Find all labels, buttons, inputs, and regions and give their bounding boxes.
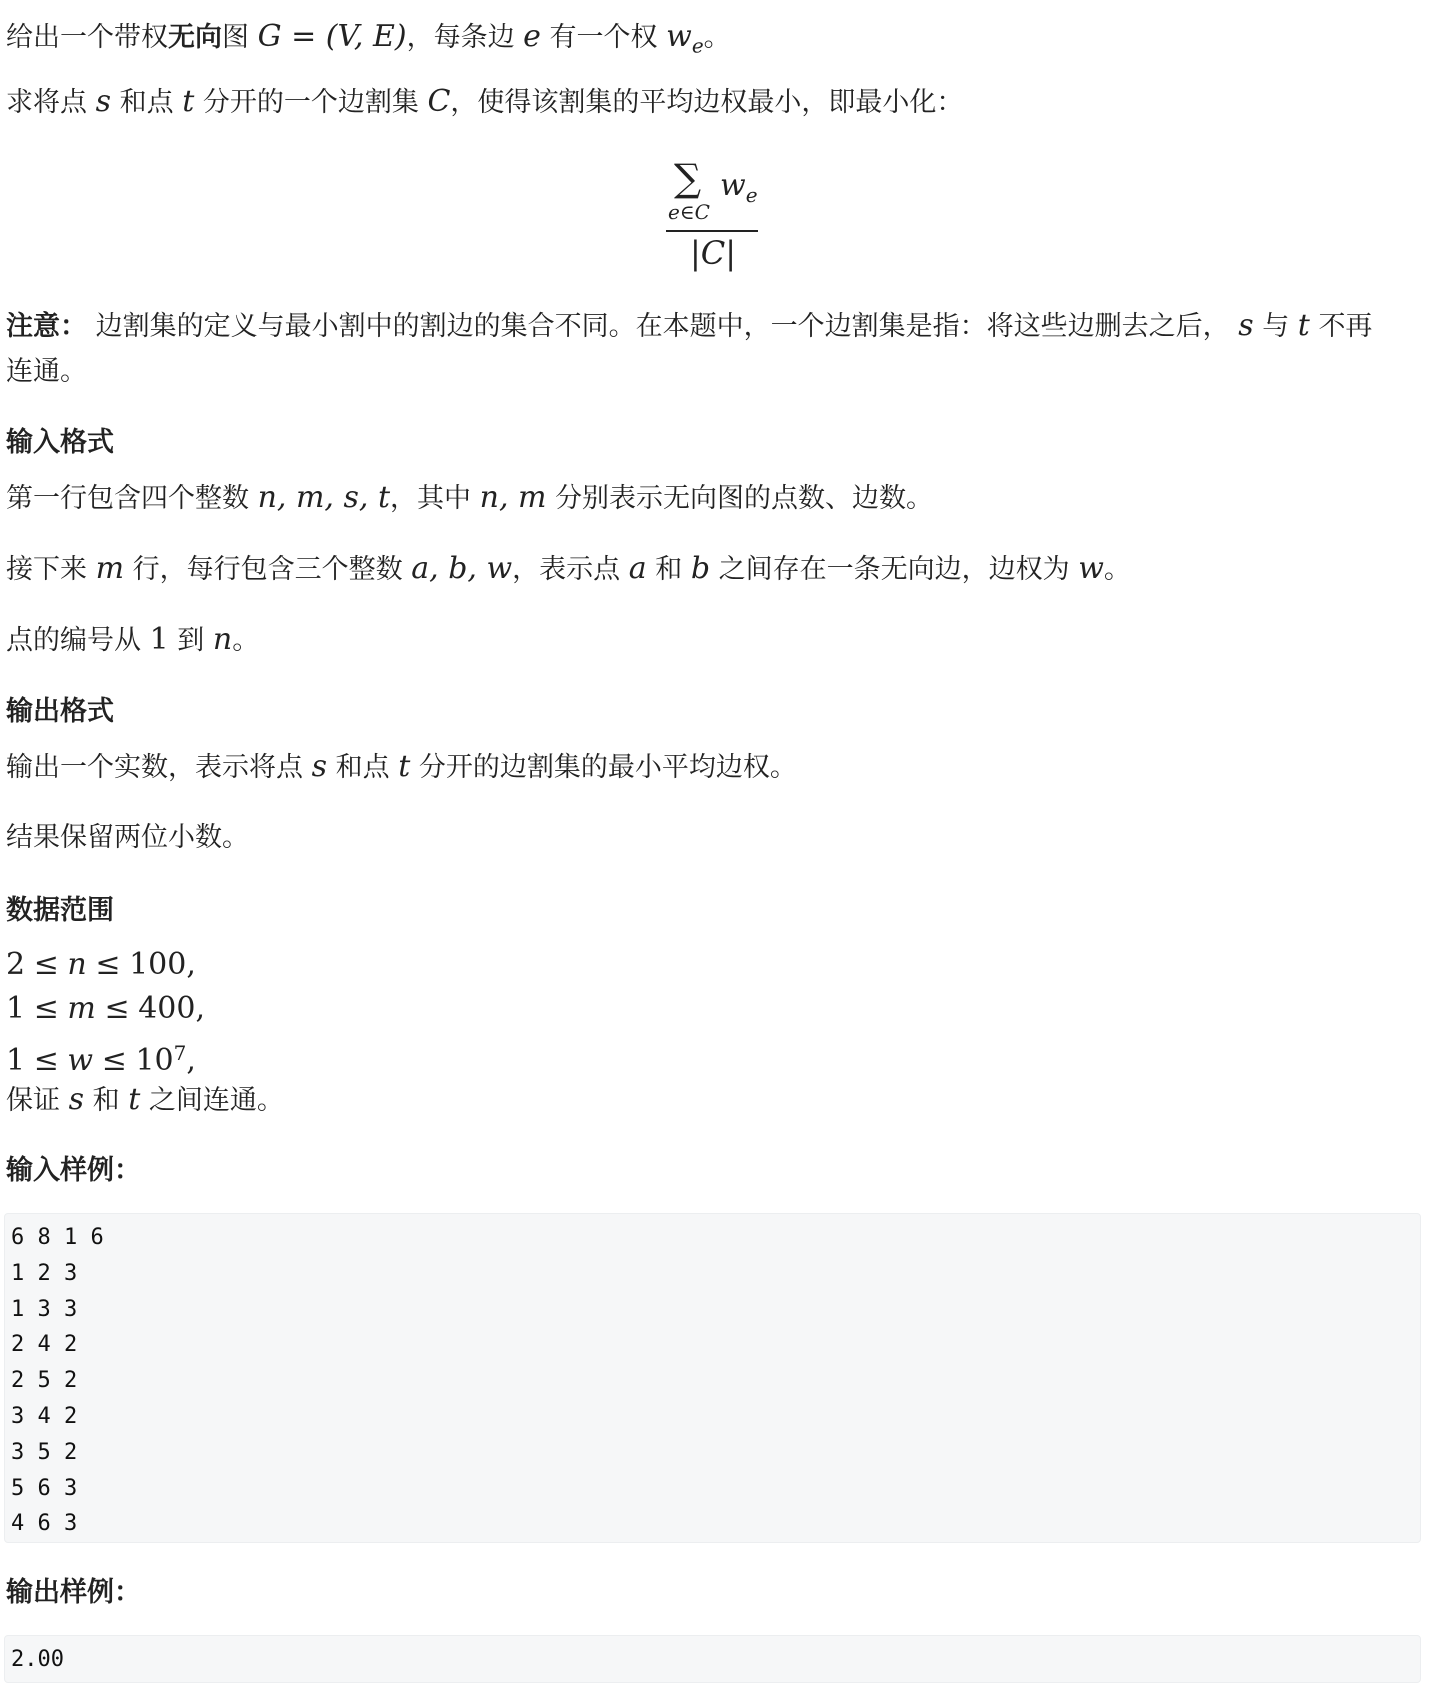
input-text: ，表示点 xyxy=(512,554,621,585)
graph-math: G = (V, E) xyxy=(257,19,407,54)
input-text: 到 xyxy=(177,625,205,656)
intro-text: 有一个权 xyxy=(549,22,658,53)
constraint-upper: 400 xyxy=(138,991,196,1026)
input-text: 分别表示无向图的点数、边数。 xyxy=(555,483,934,514)
intro-text: 给出一个带权 xyxy=(6,22,168,53)
a-var: a xyxy=(628,551,647,586)
edge-var: e xyxy=(523,19,541,54)
sample-input-heading: 输入样例： xyxy=(6,1155,141,1186)
constraint-n xyxy=(6,943,1426,988)
code-line: 3 5 2 xyxy=(11,1439,78,1465)
constraint-var: m xyxy=(67,991,96,1026)
m-var: m xyxy=(95,551,125,586)
intro-text: 。 xyxy=(703,22,731,53)
intro-text: ，每条边 xyxy=(406,22,515,53)
sample-output-code xyxy=(4,1635,1421,1683)
average-weight-formula xyxy=(660,158,760,278)
weight-var: w xyxy=(666,19,692,54)
formula-w-subscript: e xyxy=(745,183,758,207)
input-text: 之间存在一条无向边，边权为 xyxy=(718,554,1070,585)
fraction-bar xyxy=(666,230,758,232)
constraint-var: w xyxy=(67,1043,94,1078)
intro-paragraph-1 xyxy=(6,14,1426,68)
code-line: 6 8 1 6 xyxy=(11,1225,104,1250)
code-line: 2 4 2 xyxy=(11,1332,78,1358)
s-var: s xyxy=(68,1082,84,1117)
sum-symbol: ∑ xyxy=(674,156,702,200)
input-format-line-3 xyxy=(6,617,1426,664)
code-line: 1 2 3 xyxy=(11,1260,78,1286)
t-var: t xyxy=(128,1082,141,1117)
input-format-line-1 xyxy=(6,475,1426,522)
one-number: 1 xyxy=(149,622,169,657)
t-var: t xyxy=(182,84,195,119)
constraints-heading: 数据范围 xyxy=(6,895,114,926)
input-text: 。 xyxy=(1103,554,1131,585)
note-text: 边割集的定义与最小割中的割边的集合不同。在本题中，一个边割集是指：将这些边删去之后， xyxy=(87,311,1230,342)
s-var: s xyxy=(95,84,111,119)
input-text: 和 xyxy=(655,554,683,585)
note-line-1 xyxy=(6,303,1426,350)
constraint-guarantee xyxy=(6,1077,1426,1124)
formula-numerator xyxy=(720,168,758,207)
intro-text: 图 xyxy=(222,22,249,53)
constraint-m xyxy=(6,987,1426,1032)
le-symbol: ≤ xyxy=(33,1043,59,1078)
constraint-lower: 1 xyxy=(6,1043,26,1078)
note-text: 连通。 xyxy=(6,356,87,387)
input-text: ，其中 xyxy=(390,483,472,514)
comma: , xyxy=(195,991,206,1026)
input-format-line-2 xyxy=(6,546,1426,593)
intro-bold-text: 无向 xyxy=(168,22,222,53)
output-text: 输出一个实数，表示将点 xyxy=(6,752,303,783)
formula-w: w xyxy=(720,168,746,203)
input-vars: n, m, s, t xyxy=(257,480,391,515)
code-line: 2.00 xyxy=(11,1647,64,1672)
sample-output-heading: 输出样例： xyxy=(6,1577,141,1608)
intro-text: ，使得该割集的平均边权最小，即最小化： xyxy=(450,87,964,118)
intro-text: 和点 xyxy=(119,87,174,118)
code-line: 1 3 3 xyxy=(11,1296,78,1322)
le-symbol: ≤ xyxy=(101,1043,127,1078)
comma: , xyxy=(186,1043,196,1078)
constraint-var: n xyxy=(67,947,87,982)
comma: , xyxy=(186,947,196,982)
constraint-text: 之间连通。 xyxy=(148,1085,284,1116)
code-line: 2 5 2 xyxy=(11,1368,78,1394)
output-format-line-1 xyxy=(6,744,1426,791)
code-line: 3 4 2 xyxy=(11,1403,78,1429)
input-text: 行，每行包含三个整数 xyxy=(132,554,403,585)
code-line: 5 6 3 xyxy=(11,1475,78,1501)
input-format-heading: 输入格式 xyxy=(6,427,114,458)
constraint-upper: 10 xyxy=(135,1043,174,1078)
input-text: 。 xyxy=(232,625,260,656)
constraint-lower: 2 xyxy=(6,947,26,982)
note-text: 不再 xyxy=(1318,311,1373,342)
b-var: b xyxy=(690,551,711,586)
output-text: 和点 xyxy=(335,752,390,783)
input-text: 第一行包含四个整数 xyxy=(6,483,249,514)
weight-subscript: e xyxy=(691,33,704,58)
output-format-line-2 xyxy=(6,815,1426,861)
n-var: n xyxy=(212,622,233,657)
cut-var: C xyxy=(427,84,451,119)
t-var: t xyxy=(1297,308,1310,343)
le-symbol: ≤ xyxy=(95,947,121,982)
input-vars: n, m xyxy=(479,480,547,515)
note-line-2 xyxy=(6,349,1426,395)
le-symbol: ≤ xyxy=(104,991,130,1026)
constraint-lower: 1 xyxy=(6,991,26,1026)
intro-paragraph-2 xyxy=(6,79,1426,126)
note-label: 注意： xyxy=(6,311,87,342)
input-text: 点的编号从 xyxy=(6,625,141,656)
output-text: 结果保留两位小数。 xyxy=(6,822,249,853)
intro-text: 分开的一个边割集 xyxy=(202,87,419,118)
constraint-upper: 100 xyxy=(129,947,187,982)
input-text: 接下来 xyxy=(6,554,87,585)
t-var: t xyxy=(398,749,411,784)
note-text: 与 xyxy=(1262,311,1290,342)
output-format-heading: 输出格式 xyxy=(6,696,114,727)
code-line: 4 6 3 xyxy=(11,1511,78,1537)
constraint-text: 和 xyxy=(92,1085,120,1116)
s-var: s xyxy=(311,749,327,784)
constraint-exponent: 7 xyxy=(173,1041,187,1065)
formula-denominator: |C| xyxy=(690,234,737,272)
sum-range: e∈C xyxy=(668,200,710,224)
edge-vars: a, b, w xyxy=(411,551,513,586)
le-symbol: ≤ xyxy=(33,991,59,1026)
s-var: s xyxy=(1238,308,1254,343)
constraint-text: 保证 xyxy=(6,1085,60,1116)
le-symbol: ≤ xyxy=(33,947,59,982)
sample-input-code xyxy=(4,1213,1421,1543)
intro-text: 求将点 xyxy=(6,87,87,118)
w-var: w xyxy=(1078,551,1104,586)
output-text: 分开的边割集的最小平均边权。 xyxy=(418,752,797,783)
